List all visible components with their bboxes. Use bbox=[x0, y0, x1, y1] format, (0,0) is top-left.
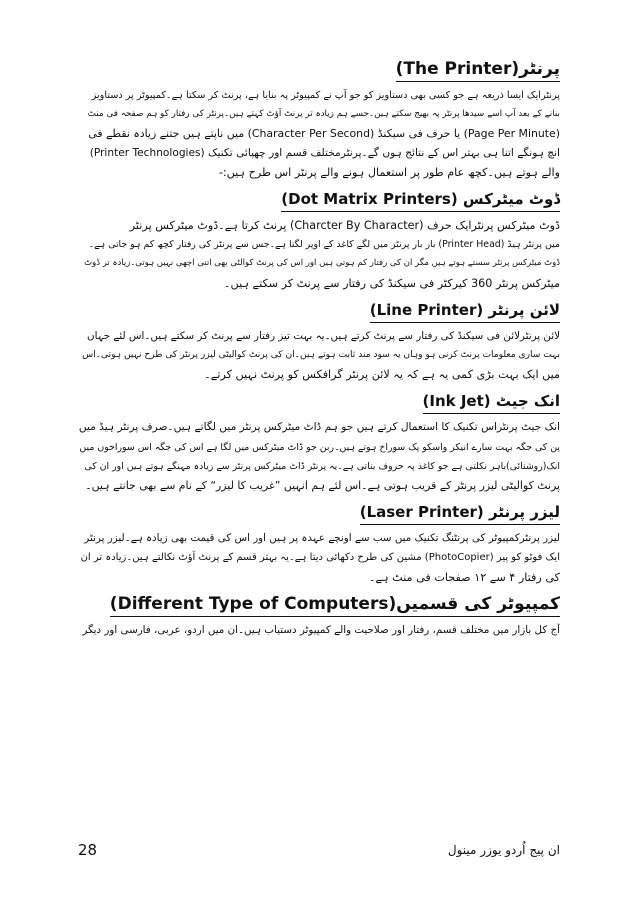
section-heading: انک جیٹ (Ink Jet) bbox=[423, 390, 561, 414]
text-line: ڈوٹ میٹرکس پرنٹرایک حرف (Charcter By Character) پرنٹ کرتا ہے۔ڈوٹ میٹرکس پرنٹر bbox=[129, 219, 560, 233]
document-page bbox=[78, 58, 560, 646]
section-heading: ڈوٹ میٹرکس (Dot Matrix Printers) bbox=[281, 188, 560, 212]
section-laser-printer bbox=[78, 501, 560, 587]
text-line: بنانے کے بعد آپ اسے سیدھا پرنٹر پہ بھیج سکتے ہیں۔جسے ہم زیادہ تر پرنٹ آؤٹ کہتے ہیں۔پرنٹر کی رفتار کو ہم صفحہ فی منٹ bbox=[87, 109, 560, 120]
text-line: ایک فوٹو کو پیر (PhotoCopier) مشین کی طرح دکھائی دیتا ہے۔یہ بہتر قسم کے پرنٹ آؤٹ نکالتے ہیں۔زیادہ تر ان bbox=[80, 552, 560, 564]
text-line: انک جیٹ پرنٹراس تکنیک کا استعمال کرتے ہیں جو ہم ڈاٹ میٹرکس پرنٹر میں لگاتے ہیں۔صرف پرنٹر ہیڈ میں bbox=[78, 421, 560, 434]
text-line: میں ایک بہت بڑی کمی یہ ہے کہ یہ لائن پرنٹر گرافکس کو پرنٹ نہیں کرتے۔ bbox=[204, 368, 560, 382]
text-line: (Page Per Minute) یا حرف فی سیکنڈ (Character Per Second) میں ناپتے ہیں جتنے زیادہ نقطے فی bbox=[88, 127, 560, 141]
text-line: میٹرکس پرنٹر 360 کیرکٹر فی سیکنڈ کی رفتار سے پرنٹ کر سکتے ہیں۔ bbox=[224, 276, 560, 290]
section-ink-jet bbox=[78, 390, 560, 495]
section-printer bbox=[78, 58, 560, 182]
text-line: انچ ہونگے اتنا ہی بہتر اس کے نتائج ہوں گے۔پرنٹرمختلف قسم اور چھپائی تکنیک (Printer Technologies) bbox=[89, 146, 560, 159]
paragraph bbox=[78, 529, 560, 587]
text-line: لائن پرنٹرلائن فی سیکنڈ کی رفتار سے پرنٹ کرتے ہیں۔یہ بہت تیز رفتار سے پرنٹ کر سکتے ہیں۔اس لئے جہاں bbox=[87, 329, 560, 342]
text-line: لیزر پرنٹرکمپیوٹر کی پرنٹنگ تکنیک میں سب سے اونچے عہدہ پر ہیں اور اس کی قیمت بھی زیادہ ہے۔لیزر پرنٹر bbox=[84, 532, 560, 545]
paragraph bbox=[78, 216, 560, 293]
section-computer-types bbox=[78, 593, 560, 640]
paragraph bbox=[78, 327, 560, 385]
text-line: انک(روشنائی)باہر نکلتی ہے جو کاغذ پہ حروف بناتی ہے۔یہ پرنٹر ڈاٹ میٹرکس پرنٹر سے زیادہ مہنگے ہوتے ہیں اور ان کی bbox=[84, 460, 560, 472]
section-heading: لیزر پرنٹر (Laser Printer) bbox=[360, 501, 560, 525]
page-footer bbox=[78, 838, 560, 862]
text-line: میں پرنٹر ہیڈ (Printer Head) بار بار پرنٹر میں لگے کاغذ کے اوپر لگتا ہے۔جس سے پرنٹر کی رفتار کچھ کم ہو جاتی ہے۔ bbox=[88, 239, 560, 251]
book-title: ان پیج اُردو یوزر مینول bbox=[447, 843, 560, 857]
paragraph bbox=[78, 86, 560, 182]
section-heading: کمپیوٹر کی قسمیں(Different Type of Computers) bbox=[110, 593, 560, 617]
text-line: ڈوٹ میٹرکس پرنٹر سستے ہوتے ہیں مگر ان کی رفتار کم ہوتی ہیں اور اس کی پرنٹ کوالٹی بھی اتنی اچھی نہیں ہوتی۔زیادہ تر ڈوٹ bbox=[84, 258, 560, 269]
section-heading: لائن پرنٹر (Line Printer) bbox=[370, 299, 560, 323]
text-line: والے ہوتے ہیں۔کچھ عام طور پر استعمال ہونے والے پرنٹر اس طرح ہیں:- bbox=[218, 165, 560, 179]
section-dot-matrix bbox=[78, 188, 560, 293]
text-line: کی رفتار ۴ سے ۱۲ صفحات فی منٹ ہے۔ bbox=[368, 570, 560, 584]
section-heading: پرنٹر(The Printer) bbox=[396, 58, 560, 82]
text-line: پرنٹرایک ایسا ذریعہ ہے جو کسی بھی دستاویز کو جو آپ نے کمپیوٹر پہ بنایا ہے، پرنٹ کر سکتا ہے۔کمپیوٹر پر دستاویز bbox=[91, 90, 560, 101]
text-line: پن کی جگہ بہت سارے انیکر واسکو پک سوراخ ہوتے ہیں۔ربن جو ڈاٹ میٹرکس میں لگا ہے اس کی جگہ اس سوراخوں میں bbox=[79, 441, 560, 453]
paragraph bbox=[78, 621, 560, 640]
section-line-printer bbox=[78, 299, 560, 385]
text-line: پرنٹ کوالیٹی لیزر پرنٹر کے قریب ہوتی ہے۔اس لئے ہم انہیں ”غریب کا لیزر“ کے نام سے بھی جانتے ہیں۔ bbox=[85, 479, 560, 493]
paragraph bbox=[78, 418, 560, 495]
text-line: بہت ساری معلومات پرنٹ کرنی ہو وہاں یہ سود مند ثابت ہوتے ہیں۔ان کی پرنٹ کوالیٹی لیزر پرنٹر کی طرح نہیں ہوتی۔اس bbox=[82, 350, 560, 361]
text-line: آج کل بازار میں مختلف قسم، رفتار اور صلاحیت والے کمپیوٹر دستیاب ہیں۔ان میں اردو، عربی، فارسی اور دیگر bbox=[82, 623, 560, 636]
page-number: 28 bbox=[78, 841, 98, 859]
